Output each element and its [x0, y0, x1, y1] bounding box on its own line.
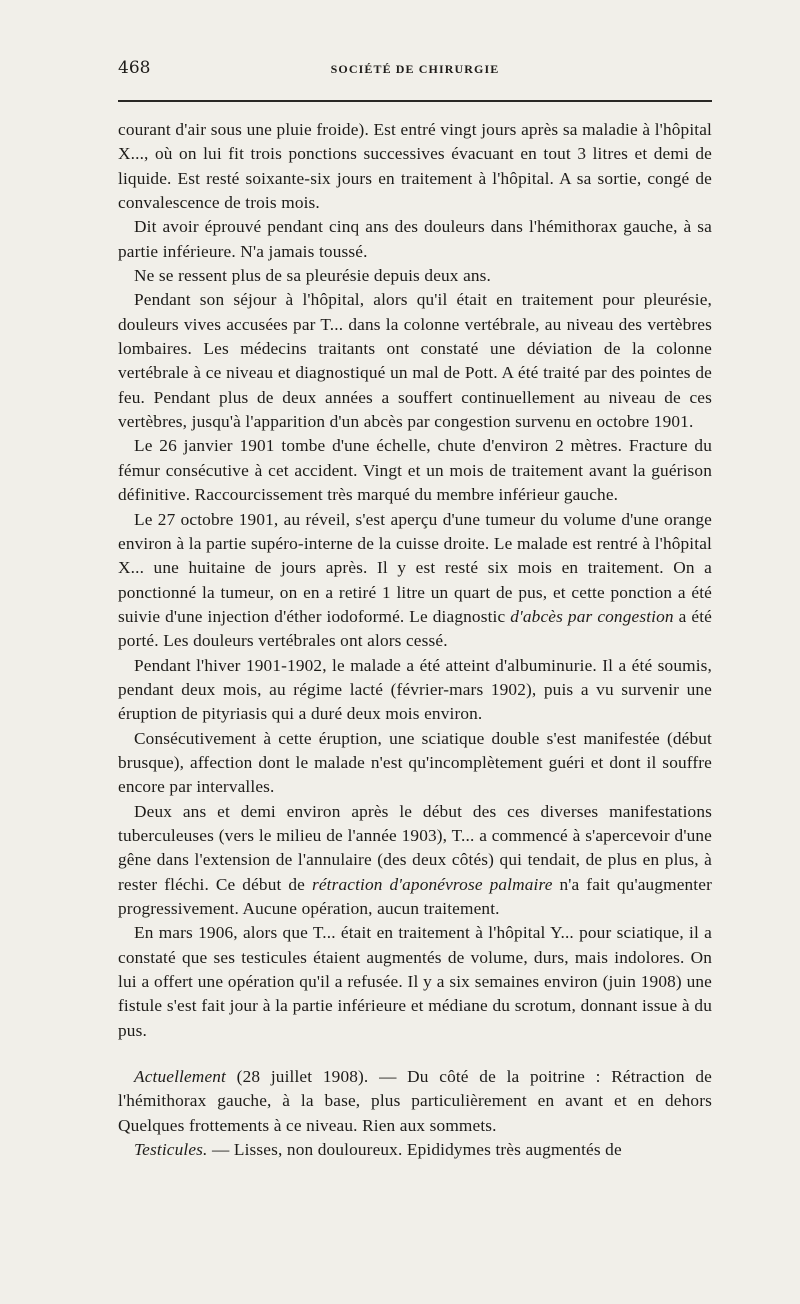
paragraph: Consécutivement à cette éruption, une sciatique double s'est manifestée (début brusque), affection dont le malade n'est qu'incomplètement guéri et dont il souffre encore par intervalles.: [118, 728, 712, 797]
paragraph: [118, 508, 712, 654]
paragraph: courant d'air sous une pluie froide). Est entré vingt jours après sa maladie à l'hôpital X..., où on lui fit trois ponctions successives évacuant en tout 3 litres et demi de liquide. Est resté soixante-six jours en traitement à l'hôpital. A sa sortie, congé de convalescence de trois mois.: [118, 120, 712, 213]
paragraph: Dit avoir éprouvé pendant cinq ans des douleurs dans l'hémithorax gauche, à sa partie inférieure. N'a jamais toussé.: [118, 217, 712, 261]
paragraph: [118, 800, 712, 922]
page-number: 468: [118, 58, 151, 78]
text-run: — Lisses, non douloureux. Epididymes très augmentés de: [207, 1140, 622, 1160]
text-run: Deux ans et demi environ après le début des ces diverses manifestations tuberculeuses (vers le milieu de l'année 1903), T... a commencé à s'apercevoir d'une gêne dans l'extension de l'annulaire (des deux côtés) qui tendait, de plus en plus, à rester fléchi. Ce début de: [118, 801, 712, 894]
paragraph: En mars 1906, alors que T... était en traitement à l'hôpital Y... pour sciatique, il a constaté que ses testicules étaient augmentés de volume, durs, mais indolores. On lui a offert une opération qu'il a refusée. Il y a six semaines environ (juin 1908) une fistule s'est fait jour à la partie inférieure et médiane du scrotum, donnant issue à du pus.: [118, 923, 712, 1040]
italic-heading: Testicules.: [134, 1140, 208, 1160]
paragraph: Ne se ressent plus de sa pleurésie depuis deux ans.: [134, 266, 492, 286]
body-text: [118, 118, 712, 1162]
italic-term: d'abcès par congestion: [510, 606, 674, 626]
paragraph: [118, 1138, 712, 1162]
italic-term: rétraction d'aponévrose palmaire: [311, 874, 553, 894]
page-header: [118, 58, 712, 88]
paragraph: Le 26 janvier 1901 tombe d'une échelle, chute d'environ 2 mètres. Fracture du fémur consécutive à cet accident. Vingt et un mois de traitement avant la guérison définitive. Raccourcissement très marqué du membre inférieur gauche.: [118, 436, 712, 505]
text-run: (28 juillet 1908). — Du côté de la poitrine : Rétraction de l'hémithorax gauche, à la base, plus particulièrement en avant et en dehors Quelques frottements à ce niveau. Rien aux sommets.: [118, 1067, 712, 1135]
paragraph: Pendant son séjour à l'hôpital, alors qu'il était en traitement pour pleurésie, douleurs vives accusées par T... dans la colonne vertébrale, au niveau des vertèbres lombaires. Les médecins traitants ont constaté une déviation de la colonne vertébrale à ce niveau et diagnostiqué un mal de Pott. A été traité par des pointes de feu. Pendant plus de deux années a souffert continuellement au niveau de ces vertèbres, jusqu'à l'apparition d'un abcès par congestion survenu en octobre 1901.: [118, 290, 712, 432]
paragraph: Pendant l'hiver 1901-1902, le malade a été atteint d'albuminurie. Il a été soumis, pendant deux mois, au régime lacté (février-mars 1902), puis a vu survenir une éruption de pityriasis qui a duré deux mois environ.: [118, 655, 712, 724]
header-rule: [118, 100, 712, 102]
paragraph: [118, 1065, 712, 1138]
text-run: a été porté. Les douleurs vertébrales ont alors cessé.: [118, 606, 712, 651]
running-title: SOCIÉTÉ DE CHIRURGIE: [330, 62, 500, 76]
text-run: Le 27 octobre 1901, au réveil, s'est aperçu d'une tumeur du volume d'une orange environ à la partie supéro-interne de la cuisse droite. Le malade est rentré à l'hôpital X... une huitaine de jours après. Il y est resté six mois en traitement. On a ponctionné la tumeur, on en a retiré 1 litre un quart de pus, et cette ponction a été suivie d'une injection d'éther iodoformé. Le diagnostic: [118, 509, 712, 626]
text-run: n'a fait qu'augmenter progressivement. Aucune opération, aucun traitement.: [118, 874, 712, 918]
italic-heading: Actuellement: [134, 1067, 227, 1087]
